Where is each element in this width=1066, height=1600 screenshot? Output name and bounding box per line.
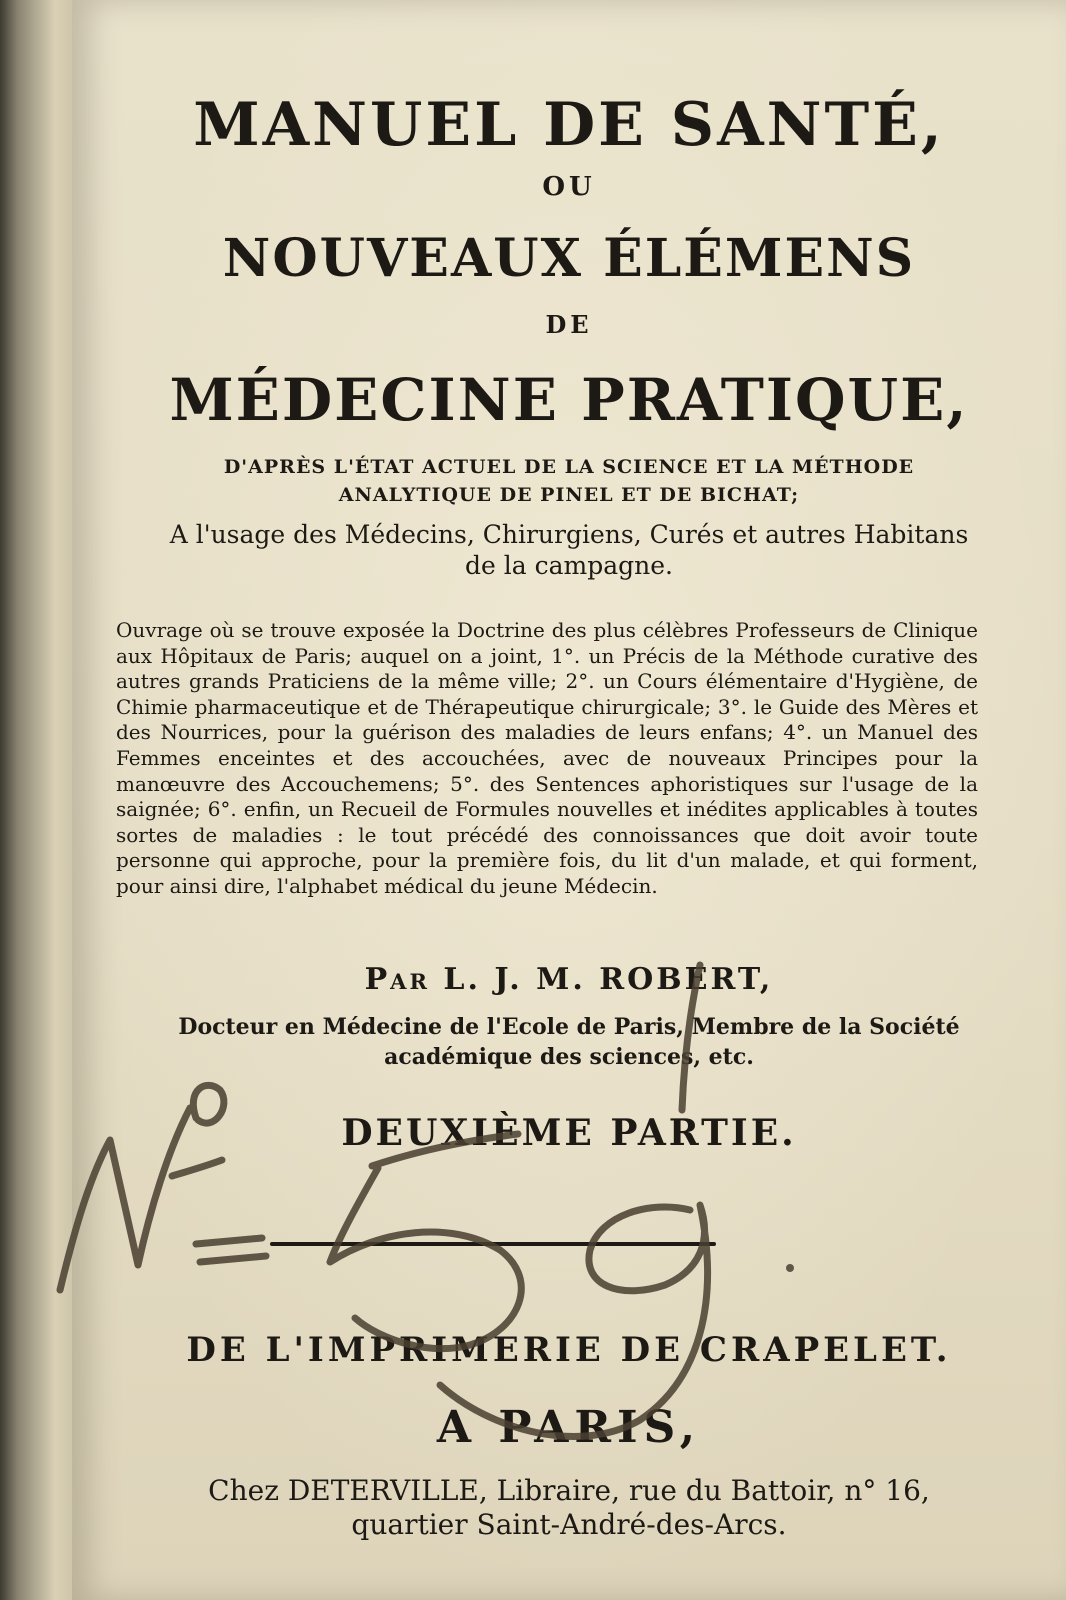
title-preposition-de: DE bbox=[545, 310, 593, 339]
printer-line: DE L'IMPRIMERIE DE CRAPELET. bbox=[186, 1330, 952, 1370]
book-page-edge bbox=[0, 0, 78, 1600]
divider-rule bbox=[270, 1242, 716, 1246]
title-conjunction-ou: OU bbox=[542, 172, 596, 202]
address-line-2: quartier Saint-André-des-Arcs. bbox=[351, 1508, 787, 1541]
usage-line-1: A l'usage des Médecins, Chirurgiens, Curés et autres Habitans bbox=[169, 520, 969, 549]
subtitle-line-2: ANALYTIQUE DE PINEL ET DE BICHAT; bbox=[338, 484, 800, 506]
title-line-2: NOUVEAUX ÉLÉMENS bbox=[222, 228, 916, 289]
title-line-1: MANUEL DE SANTÉ, bbox=[193, 90, 945, 160]
subtitle-line-1: D'APRÈS L'ÉTAT ACTUEL DE LA SCIENCE ET LA MÉTHODE bbox=[223, 456, 915, 478]
author-line: Par L. J. M. ROBERT, bbox=[364, 962, 774, 997]
credentials-line-2: académique des sciences, etc. bbox=[384, 1044, 754, 1070]
city-line: A PARIS, bbox=[436, 1402, 702, 1453]
address-line-1: Chez DETERVILLE, Libraire, rue du Battoir, n° 16, bbox=[208, 1474, 930, 1507]
description-paragraph: Ouvrage où se trouve exposée la Doctrine des plus célèbres Professeurs de Clinique aux Hôpitaux de Paris; auquel on a joint, 1°. un Précis de la Méthode curative des autres grands Praticiens de la même ville; 2°. un Cours élémentaire d'Hygiène, de Chimie pharmaceutique et de Thérapeutique chirurgicale; 3°. le Guide des Mères et des Nourrices, pour la guérison des maladies de leurs enfans; 4°. un Manuel des Femmes enceintes et des accouchées, avec de nouveaux Principes pour la manœuvre des Accouchemens; 5°. des Sentences aphoristiques sur l'usage de la saignée; 6°. enfin, un Recueil de Formules nouvelles et inédites applicables à toutes sortes de maladies : le tout précédé des connoissances que doit avoir toute personne qui approche, pour la première fois, du lit d'un malade, et qui forment, pour ainsi dire, l'alphabet médical du jeune Médecin. bbox=[116, 618, 978, 898]
usage-line-2: de la campagne. bbox=[465, 551, 673, 580]
title-page bbox=[72, 0, 1066, 1600]
title-line-3: MÉDECINE PRATIQUE, bbox=[169, 366, 969, 434]
credentials-line-1: Docteur en Médecine de l'Ecole de Paris, Membre de la Société bbox=[178, 1014, 960, 1040]
part-heading: DEUXIÈME PARTIE. bbox=[341, 1112, 797, 1154]
